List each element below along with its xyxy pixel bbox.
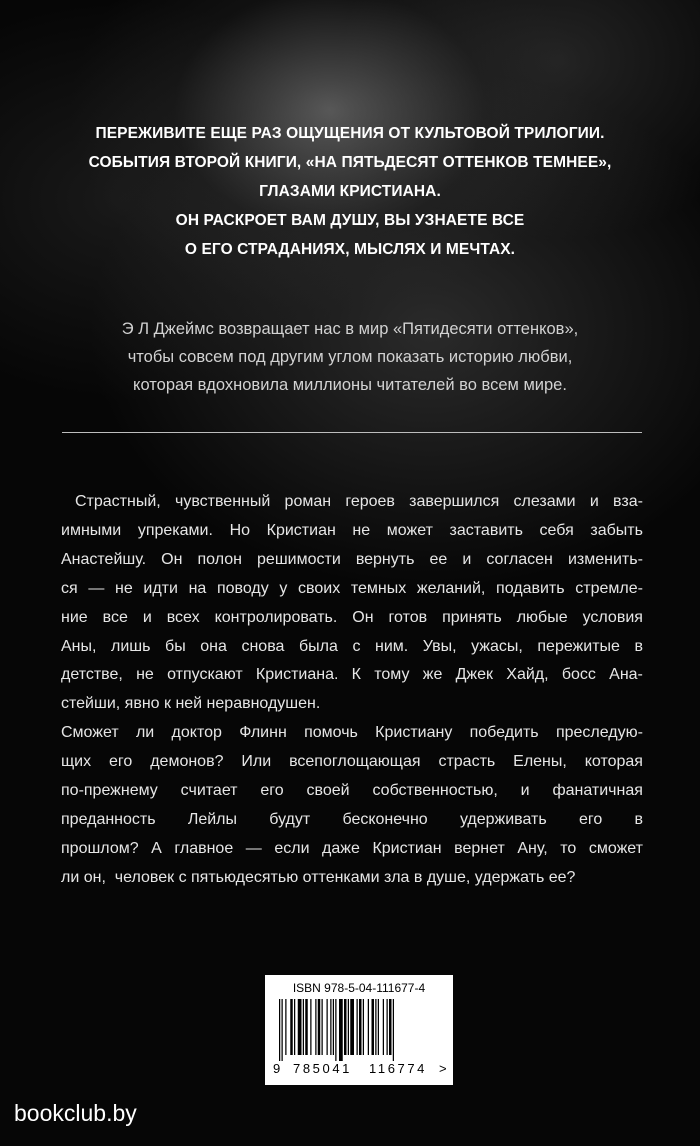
barcode-digits-right: 116774 — [369, 1061, 428, 1076]
barcode-bar — [344, 999, 347, 1055]
barcode-bar — [335, 999, 336, 1061]
description-word: героев — [345, 493, 395, 510]
description-word: вернет — [454, 839, 505, 857]
description-line — [61, 777, 643, 806]
barcode-digit-end: > — [439, 1061, 447, 1076]
description-word: Джек — [455, 666, 494, 684]
description-block — [61, 488, 643, 893]
barcode-bar — [327, 999, 328, 1055]
description-word: вза- — [613, 493, 643, 510]
description-word: подавить — [496, 579, 565, 597]
description-word: же — [422, 666, 443, 684]
description-word: имными — [61, 521, 122, 539]
description-word: доктор — [171, 724, 222, 742]
description-word: то — [560, 839, 577, 857]
barcode-bar — [298, 999, 302, 1055]
description-word: А — [151, 839, 162, 857]
description-word: считает — [180, 782, 238, 800]
description-line — [61, 661, 643, 690]
description-word: всепоглощающая — [289, 753, 421, 771]
description-word: Кристиан — [266, 521, 336, 539]
headline-line: СОБЫТИЯ ВТОРОЙ КНИГИ, «НА ПЯТЬДЕСЯТ ОТТЕНКОВ ТЕМНЕЕ», — [88, 154, 612, 171]
description-word: в — [634, 637, 643, 655]
description-line — [61, 575, 643, 604]
barcode-bar — [372, 999, 375, 1055]
description-word: по-прежнему — [61, 782, 158, 800]
description-word: помочь — [304, 724, 358, 742]
description-word: победить — [469, 724, 539, 742]
description-word: ним. — [375, 637, 409, 655]
description-word: принять — [442, 608, 502, 626]
barcode-bar — [383, 999, 384, 1055]
barcode-bar — [294, 999, 295, 1055]
description-word: не — [136, 666, 154, 684]
barcode-digits-left: 785041 — [293, 1061, 352, 1076]
intro-line: чтобы совсем под другим углом показать историю любви, — [127, 348, 573, 366]
description-word: Лейлы — [187, 810, 237, 828]
barcode-bar — [310, 999, 311, 1055]
barcode-bar — [378, 999, 379, 1055]
description-word: себя — [539, 521, 574, 539]
description-word: ее — [429, 550, 448, 568]
description-word: даже — [322, 839, 360, 857]
barcode-bar — [305, 999, 308, 1055]
description-word: не — [352, 521, 371, 539]
barcode-bar — [359, 999, 362, 1055]
description-word: — — [88, 579, 105, 597]
description-word: упреками. — [137, 521, 213, 539]
description-word: Сможет — [61, 724, 119, 742]
description-line — [61, 835, 643, 864]
description-word: Он — [352, 608, 374, 626]
description-word: и — [142, 608, 152, 626]
description-word: чувственный — [174, 493, 271, 510]
description-word: заставить — [449, 521, 523, 539]
description-word: фанатичная — [552, 782, 643, 800]
description-word: собственностью, — [372, 782, 498, 800]
description-word: была — [298, 637, 338, 655]
description-word: Анастейшу. — [61, 550, 147, 568]
description-word: Он — [161, 550, 183, 568]
description-word: Аны, — [61, 637, 97, 655]
description-word: Хайд, — [506, 666, 549, 684]
description-word: преданность — [61, 810, 156, 828]
barcode-bar — [387, 999, 388, 1055]
description-word: и — [520, 782, 530, 800]
description-word: решимости — [257, 550, 341, 568]
description-word: его — [578, 810, 603, 828]
description-word: снова — [241, 637, 285, 655]
divider — [62, 432, 642, 433]
barcode-bar — [339, 999, 343, 1061]
barcode-bar — [303, 999, 304, 1055]
barcode-bar — [322, 999, 323, 1055]
description-word: Ана- — [609, 666, 643, 684]
description-word: если — [274, 839, 310, 857]
description-word: преследую- — [555, 724, 643, 742]
barcode-bar — [315, 999, 316, 1055]
description-word: своих — [298, 579, 341, 597]
isbn-barcode — [265, 975, 453, 1085]
description-word: будут — [269, 810, 311, 828]
description-line — [61, 719, 643, 748]
description-line — [61, 748, 643, 777]
description-word: и — [589, 493, 599, 510]
description-word: контролировать. — [214, 608, 338, 626]
description-word: готов — [388, 608, 428, 626]
description-word: ся — [61, 579, 78, 597]
description-word: демонов? — [150, 753, 224, 771]
description-word: желаний, — [416, 579, 486, 597]
description-word: ужасы, — [471, 637, 523, 655]
description-word: щих — [61, 753, 92, 771]
description-word: у — [279, 579, 288, 597]
description-word: своей — [306, 782, 350, 800]
description-word: К — [351, 666, 361, 684]
barcode-bar — [333, 999, 334, 1055]
barcode-bar — [279, 999, 280, 1061]
description-word: стремле- — [575, 579, 643, 597]
barcode-bar — [393, 999, 394, 1061]
description-word: сможет — [588, 839, 643, 857]
description-line — [61, 604, 643, 633]
description-line — [61, 546, 643, 575]
barcode-digit-first: 9 — [273, 1061, 281, 1076]
headline-line: ОН РАСКРОЕТ ВАМ ДУШУ, ВЫ УЗНАЕТЕ ВСЕ — [175, 212, 525, 229]
description-word: босс — [561, 666, 596, 684]
description-word: Или — [241, 753, 272, 771]
description-word: она — [200, 637, 227, 655]
description-word: — — [245, 839, 262, 857]
description-word: страсть — [438, 753, 496, 771]
description-word: удерживать — [459, 810, 547, 828]
description-word: полон — [197, 550, 242, 568]
intro-block — [40, 315, 660, 399]
description-word: условия — [582, 608, 643, 626]
description-word: может — [386, 521, 433, 539]
description-word: главное — [174, 839, 234, 857]
description-word: Увы, — [422, 637, 457, 655]
site-watermark: bookclub.by — [14, 1100, 137, 1126]
description-word: Флинн — [239, 724, 287, 742]
barcode-bar — [375, 999, 376, 1055]
description-word: поводу — [216, 579, 269, 597]
description-word: вернуть — [355, 550, 415, 568]
description-line: ли он, человек с пятьюдесятью оттенками зла в душе, удержать ее? — [61, 868, 576, 886]
description-line — [61, 517, 643, 546]
description-word: изменить- — [567, 550, 643, 568]
description-word: роман — [284, 493, 332, 510]
description-word: пережитые — [537, 637, 620, 655]
barcode-bar — [285, 999, 286, 1055]
barcode-bar — [350, 999, 354, 1055]
headline-block — [40, 119, 660, 264]
description-word: Кристиану — [375, 724, 453, 742]
description-word: любые — [516, 608, 568, 626]
description-word: на — [188, 579, 207, 597]
description-word: прошлом? — [61, 839, 139, 857]
description-word: детстве, — [61, 666, 123, 684]
description-word: и — [462, 550, 472, 568]
isbn-label: ISBN 978-5-04-111677-4 — [292, 981, 426, 995]
description-word: в — [634, 810, 643, 828]
description-word: Кристиан — [372, 839, 442, 857]
description-word: Елены, — [513, 753, 567, 771]
barcode-bar — [389, 999, 392, 1055]
description-line: стейши, явно к ней неравнодушен. — [61, 695, 321, 713]
description-word: темных — [350, 579, 407, 597]
headline-line: О ЕГО СТРАДАНИЯХ, МЫСЛЯХ И МЕЧТАХ. — [184, 241, 516, 258]
description-word: Но — [229, 521, 251, 539]
description-word: Ану, — [517, 839, 548, 857]
description-word: его — [109, 753, 133, 771]
barcode-bar — [330, 999, 331, 1055]
description-line — [61, 806, 643, 835]
barcode-bars — [279, 999, 439, 1061]
description-word: идти — [143, 579, 178, 597]
description-word: Кристиана. — [255, 666, 339, 684]
description-word: слезами — [513, 493, 576, 510]
description-word: отпускают — [167, 666, 243, 684]
description-word: тому — [374, 666, 410, 684]
barcode-bar — [368, 999, 369, 1055]
barcode-bar — [363, 999, 364, 1055]
description-word: ли — [135, 724, 155, 742]
description-word: бы — [165, 637, 186, 655]
barcode-bar — [357, 999, 358, 1055]
barcode-bar — [318, 999, 321, 1055]
intro-line: которая вдохновила миллионы читателей во всем мире. — [133, 376, 567, 394]
description-word: которая — [584, 753, 643, 771]
headline-line: ПЕРЕЖИВИТЕ ЕЩЕ РАЗ ОЩУЩЕНИЯ ОТ КУЛЬТОВОЙ ТРИЛОГИИ. — [95, 125, 605, 142]
barcode-bar — [282, 999, 283, 1061]
headline-line: ГЛАЗАМИ КРИСТИАНА. — [259, 183, 441, 200]
description-word: не — [114, 579, 133, 597]
intro-line: Э Л Джеймс возвращает нас в мир «Пятидесяти оттенков», — [121, 320, 579, 338]
description-word: всех — [166, 608, 200, 626]
barcode-bar — [290, 999, 293, 1055]
barcode-bar — [348, 999, 349, 1055]
description-word: с — [352, 637, 361, 655]
description-word: забыть — [590, 521, 643, 539]
description-word: лишь — [111, 637, 151, 655]
description-line — [61, 488, 643, 517]
description-word: бесконечно — [342, 810, 428, 828]
description-word: завершился — [409, 493, 500, 510]
description-word: все — [102, 608, 128, 626]
description-word: его — [260, 782, 284, 800]
description-word: Страстный, — [75, 493, 161, 510]
description-word: ние — [61, 608, 88, 626]
description-word: согласен — [486, 550, 553, 568]
description-line — [61, 633, 643, 662]
